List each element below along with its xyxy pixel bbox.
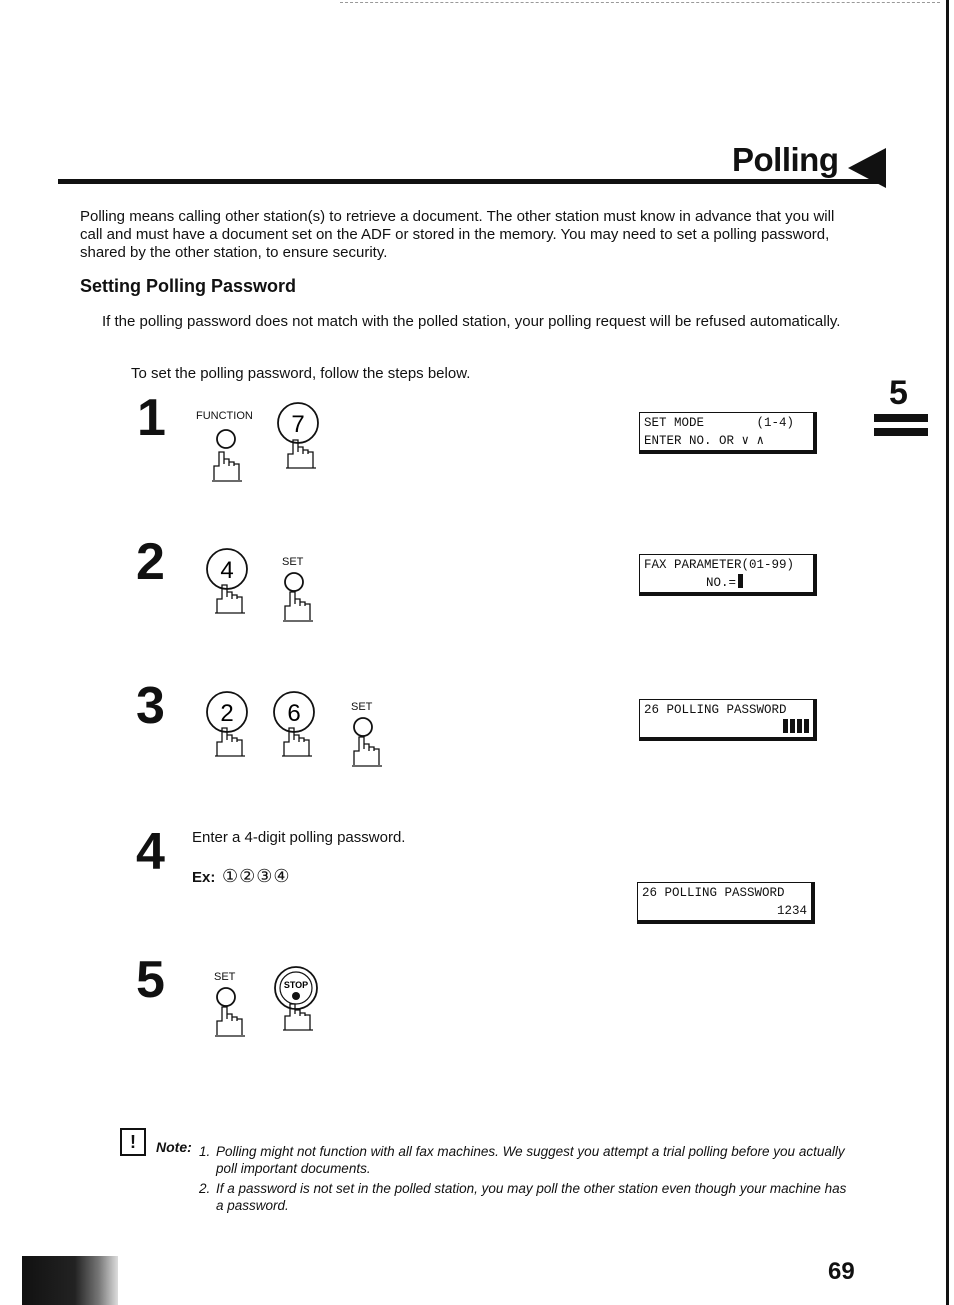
- step-instruction: Enter a 4-digit polling password.: [192, 829, 406, 846]
- page-title: Polling: [732, 141, 839, 178]
- page-number: 69: [828, 1258, 855, 1285]
- set-key: [282, 556, 322, 629]
- step-number: 4: [136, 823, 165, 881]
- step-number: 5: [136, 951, 165, 1009]
- lcd-line2: 1234: [776, 904, 807, 918]
- key-label: SET: [351, 701, 373, 713]
- note-item-text: If a password is not set in the polled station, you may poll the other station even though your machine has a password.: [216, 1181, 847, 1213]
- lcd-line1: FAX PARAMETER(01-99): [644, 558, 795, 572]
- lcd-display: [639, 699, 817, 741]
- lcd-display: [639, 412, 817, 454]
- note-item-number: 2.: [199, 1181, 211, 1196]
- set-key: [351, 701, 391, 774]
- note-label: Note:: [156, 1139, 192, 1155]
- finger-press-icon: [196, 422, 256, 484]
- section-paragraph: If the polling password does not match with the polled station, your polling request will be refused automatically.: [102, 313, 841, 330]
- key-glyph: STOP: [283, 980, 309, 990]
- digit-key-icon: [272, 690, 322, 760]
- digit-key-2: [205, 690, 255, 765]
- digit-key-icon: [205, 547, 255, 617]
- key-label: SET: [214, 971, 236, 983]
- page-edge-border: [946, 0, 949, 1305]
- note-item-text: Polling might not function with all fax machines. We suggest you attempt a trial polling before you actually poll important documents.: [216, 1144, 845, 1176]
- chapter-number: 5: [889, 374, 908, 412]
- note-item: [199, 1143, 847, 1177]
- function-key: [196, 410, 256, 489]
- chapter-bar: [874, 428, 928, 436]
- chapter-bar: [874, 414, 928, 422]
- step-number: 2: [136, 533, 165, 591]
- title-rule: [58, 179, 884, 184]
- example-label: Ex:: [192, 869, 216, 886]
- step-number: 3: [136, 677, 165, 735]
- intro-paragraph: Polling means calling other station(s) to retrieve a document. The other station must know in advance that you will call and must have a document set on the ADF or stored in the memory. You may need to set a polling password, shared by the other station, to ensure security.: [80, 208, 835, 261]
- key-label: FUNCTION: [196, 410, 253, 422]
- lcd-line1: 26 POLLING PASSWORD: [642, 886, 785, 900]
- exclamation-icon: !: [120, 1128, 146, 1156]
- digit-key-6: [272, 690, 322, 765]
- finger-press-icon: [351, 713, 391, 769]
- note-item: [199, 1180, 847, 1214]
- key-label: SET: [282, 556, 304, 568]
- finger-press-icon: [282, 568, 322, 624]
- set-key: [214, 971, 254, 1044]
- stop-key: [272, 964, 322, 1039]
- lcd-cursor: [738, 574, 743, 588]
- note-item-number: 1.: [199, 1144, 211, 1159]
- lcd-line2: NO.=: [706, 576, 737, 590]
- lcd-line2: ENTER NO. OR ∨ ∧: [644, 434, 765, 448]
- digit-key-4: [205, 547, 255, 622]
- digit-key-icon: [276, 400, 326, 470]
- step-number: 1: [137, 389, 166, 447]
- key-glyph: 2: [220, 700, 234, 727]
- digit-key-7: [276, 400, 326, 475]
- lcd-line1: SET MODE (1-4): [644, 416, 795, 430]
- key-glyph: 4: [220, 557, 234, 584]
- lcd-display: [639, 554, 817, 596]
- section-heading: Setting Polling Password: [80, 276, 297, 296]
- scan-edge-line: [340, 2, 940, 4]
- lcd-password-mask: [781, 719, 809, 737]
- instruction-text: To set the polling password, follow the steps below.: [131, 365, 471, 382]
- lcd-line1: 26 POLLING PASSWORD: [644, 703, 787, 717]
- example-digits: ①②③④: [222, 866, 291, 886]
- stop-key-icon: [272, 964, 322, 1034]
- scan-artifact: [22, 1256, 118, 1305]
- key-glyph: 7: [291, 411, 305, 438]
- key-glyph: 6: [287, 700, 301, 727]
- digit-key-icon: [205, 690, 255, 760]
- lcd-display: [637, 882, 815, 924]
- finger-press-icon: [214, 983, 254, 1039]
